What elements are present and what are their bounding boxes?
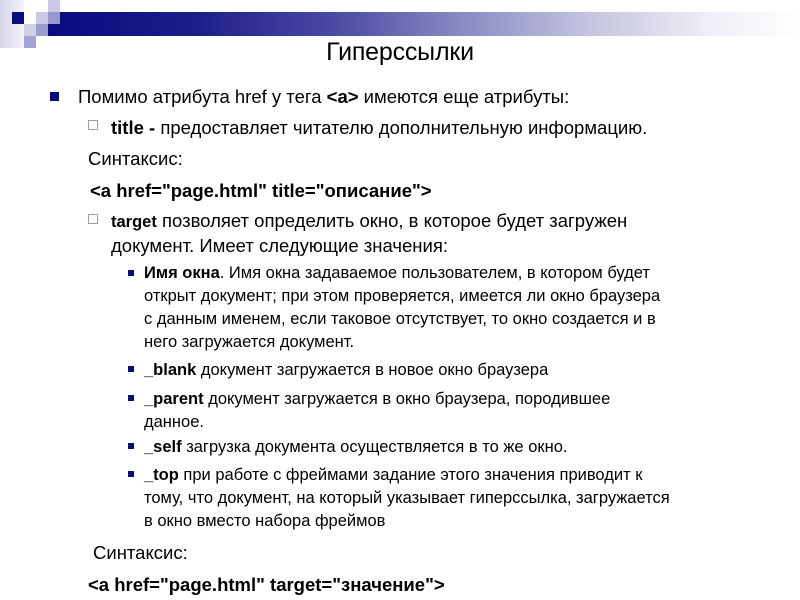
title-attribute-item: title - предоставляет читателю дополнительную информацию. [111,117,648,138]
value-item-window-name-cont: него загружается документ. [144,333,355,351]
bullet-square-icon [50,92,59,101]
bullet-small-square-icon [128,270,134,276]
value-item-blank: _blank документ загружается в новое окно браузера [144,361,549,379]
bullet-small-square-icon [128,443,134,449]
value-item-window-name: Имя окна. Имя окна задаваемое пользователем, в котором будет [144,264,650,282]
corner-square-mid [48,12,60,24]
value-item-parent: _parent документ загружается в окно браузера, породившее [144,390,611,408]
corner-square-light [24,24,36,36]
corner-square-dark [12,12,24,24]
bullet-hollow-square-icon [88,120,98,130]
corner-square-light [48,0,60,12]
corner-square-mid [36,24,48,36]
header-gradient-band [48,12,800,36]
value-item-self: _self загрузка документа осуществляется в то же окно. [144,438,568,456]
intro-text: Помимо атрибута href у тега <a> имеются еще атрибуты: [78,86,570,107]
value-item-parent-cont: данное. [144,413,204,431]
slide-title: Гиперссылки [326,38,474,66]
syntax-label-2: Синтаксис: [93,542,188,563]
bullet-small-square-icon [128,366,134,372]
syntax-label: Синтаксис: [88,148,183,169]
value-item-window-name-cont: открыт документ; при этом проверяется, имеется ли окно браузера [144,287,661,305]
target-attribute-item: target позволяет определить окно, в которое будет загружен [111,210,628,231]
value-item-top-cont: тому, что документ, на который указывает гиперссылка, загружается [144,489,670,507]
bullet-small-square-icon [128,395,134,401]
syntax-code-title: <a href="page.html" title="описание"> [90,180,432,201]
target-attribute-item-cont: документ. Имеет следующие значения: [111,235,448,256]
value-item-top: _top при работе с фреймами задание этого значения приводит к [144,466,643,484]
syntax-code-target: <a href="page.html" target="значение"> [88,574,445,595]
value-item-window-name-cont: с данным именем, если таковое отсутствует, то окно создается и в [144,310,656,328]
value-item-top-cont: в окно вместо набора фреймов [144,512,386,530]
bullet-hollow-square-icon [88,214,98,224]
corner-square-light [36,12,48,24]
bullet-small-square-icon [128,471,134,477]
